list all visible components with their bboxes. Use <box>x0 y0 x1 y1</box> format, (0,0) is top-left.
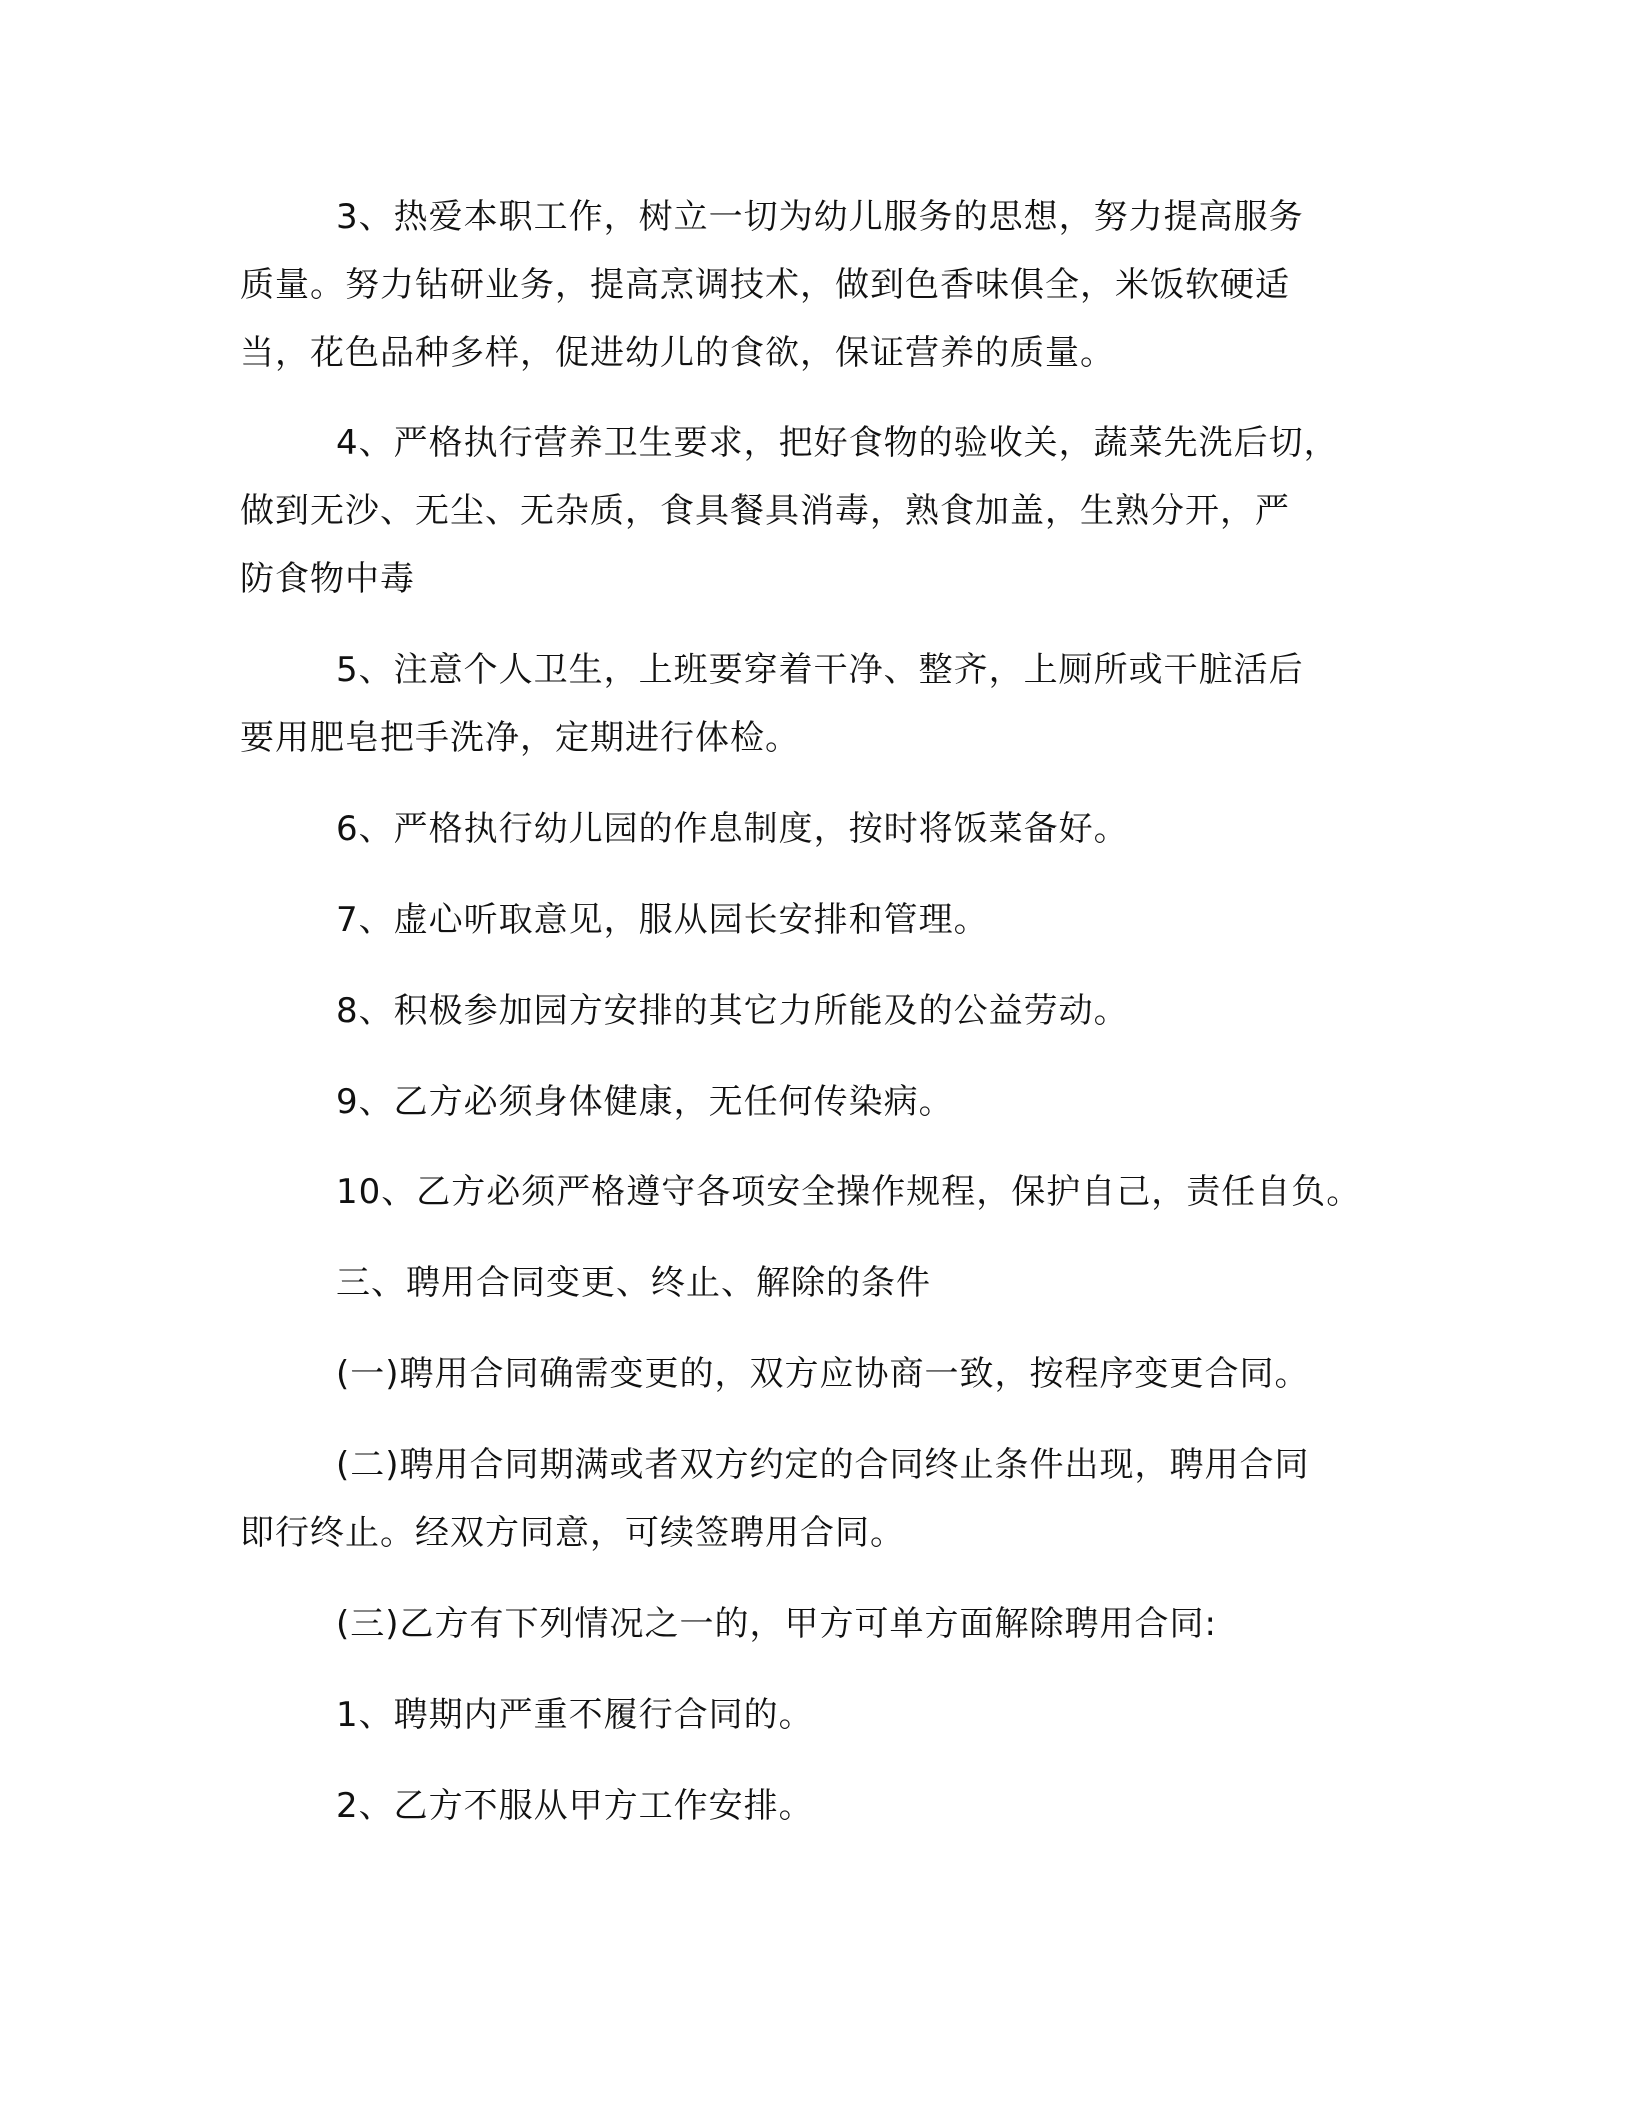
clause-three <box>240 1590 1420 1658</box>
text-line: (三)乙方有下列情况之一的，甲方可单方面解除聘用合同: <box>336 1604 1217 1644</box>
text-line: 当，花色品种多样，促进幼儿的食欲，保证营养的质量。 <box>240 333 1115 373</box>
paragraph-item-6 <box>240 795 1420 863</box>
text-line: 三、聘用合同变更、终止、解除的条件 <box>336 1263 931 1303</box>
text-line: (二)聘用合同期满或者双方约定的合同终止条件出现，聘用合同 <box>336 1445 1310 1485</box>
text-line: 质量。努力钻研业务，提高烹调技术，做到色香味俱全，米饭软硬适 <box>240 265 1290 305</box>
text-line: 即行终止。经双方同意，可续签聘用合同。 <box>240 1513 905 1553</box>
paragraph-item-3 <box>240 183 1420 387</box>
text-line: 9、乙方必须身体健康，无任何传染病。 <box>336 1082 954 1122</box>
list-item-1 <box>240 1681 1420 1749</box>
text-line: 4、严格执行营养卫生要求，把好食物的验收关，蔬菜先洗后切， <box>336 423 1339 463</box>
section-heading <box>240 1249 1420 1317</box>
paragraph-item-10 <box>240 1158 1420 1226</box>
paragraph-item-9 <box>240 1068 1420 1136</box>
text-line: 3、热爱本职工作，树立一切为幼儿服务的思想，努力提高服务 <box>336 197 1304 237</box>
text-line: 6、严格执行幼儿园的作息制度，按时将饭菜备好。 <box>336 809 1129 849</box>
text-line: 8、积极参加园方安排的其它力所能及的公益劳动。 <box>336 991 1129 1031</box>
paragraph-item-7 <box>240 886 1420 954</box>
paragraph-item-8 <box>240 977 1420 1045</box>
text-line: 2、乙方不服从甲方工作安排。 <box>336 1786 814 1826</box>
text-line: 1、聘期内严重不履行合同的。 <box>336 1695 814 1735</box>
text-line: (一)聘用合同确需变更的，双方应协商一致，按程序变更合同。 <box>336 1354 1310 1394</box>
clause-one <box>240 1340 1420 1408</box>
text-line: 7、虚心听取意见，服从园长安排和管理。 <box>336 900 989 940</box>
text-line: 做到无沙、无尘、无杂质，食具餐具消毒，熟食加盖，生熟分开，严 <box>240 491 1290 531</box>
paragraph-item-5 <box>240 636 1420 772</box>
text-line: 5、注意个人卫生，上班要穿着干净、整齐，上厕所或干脏活后 <box>336 650 1304 690</box>
text-line: 防食物中毒 <box>240 559 415 599</box>
text-line: 要用肥皂把手洗净，定期进行体检。 <box>240 718 800 758</box>
clause-two <box>240 1431 1420 1567</box>
paragraph-item-4 <box>240 409 1420 613</box>
text-line: 10、乙方必须严格遵守各项安全操作规程，保护自己，责任自负。 <box>336 1172 1362 1212</box>
list-item-2 <box>240 1772 1420 1840</box>
